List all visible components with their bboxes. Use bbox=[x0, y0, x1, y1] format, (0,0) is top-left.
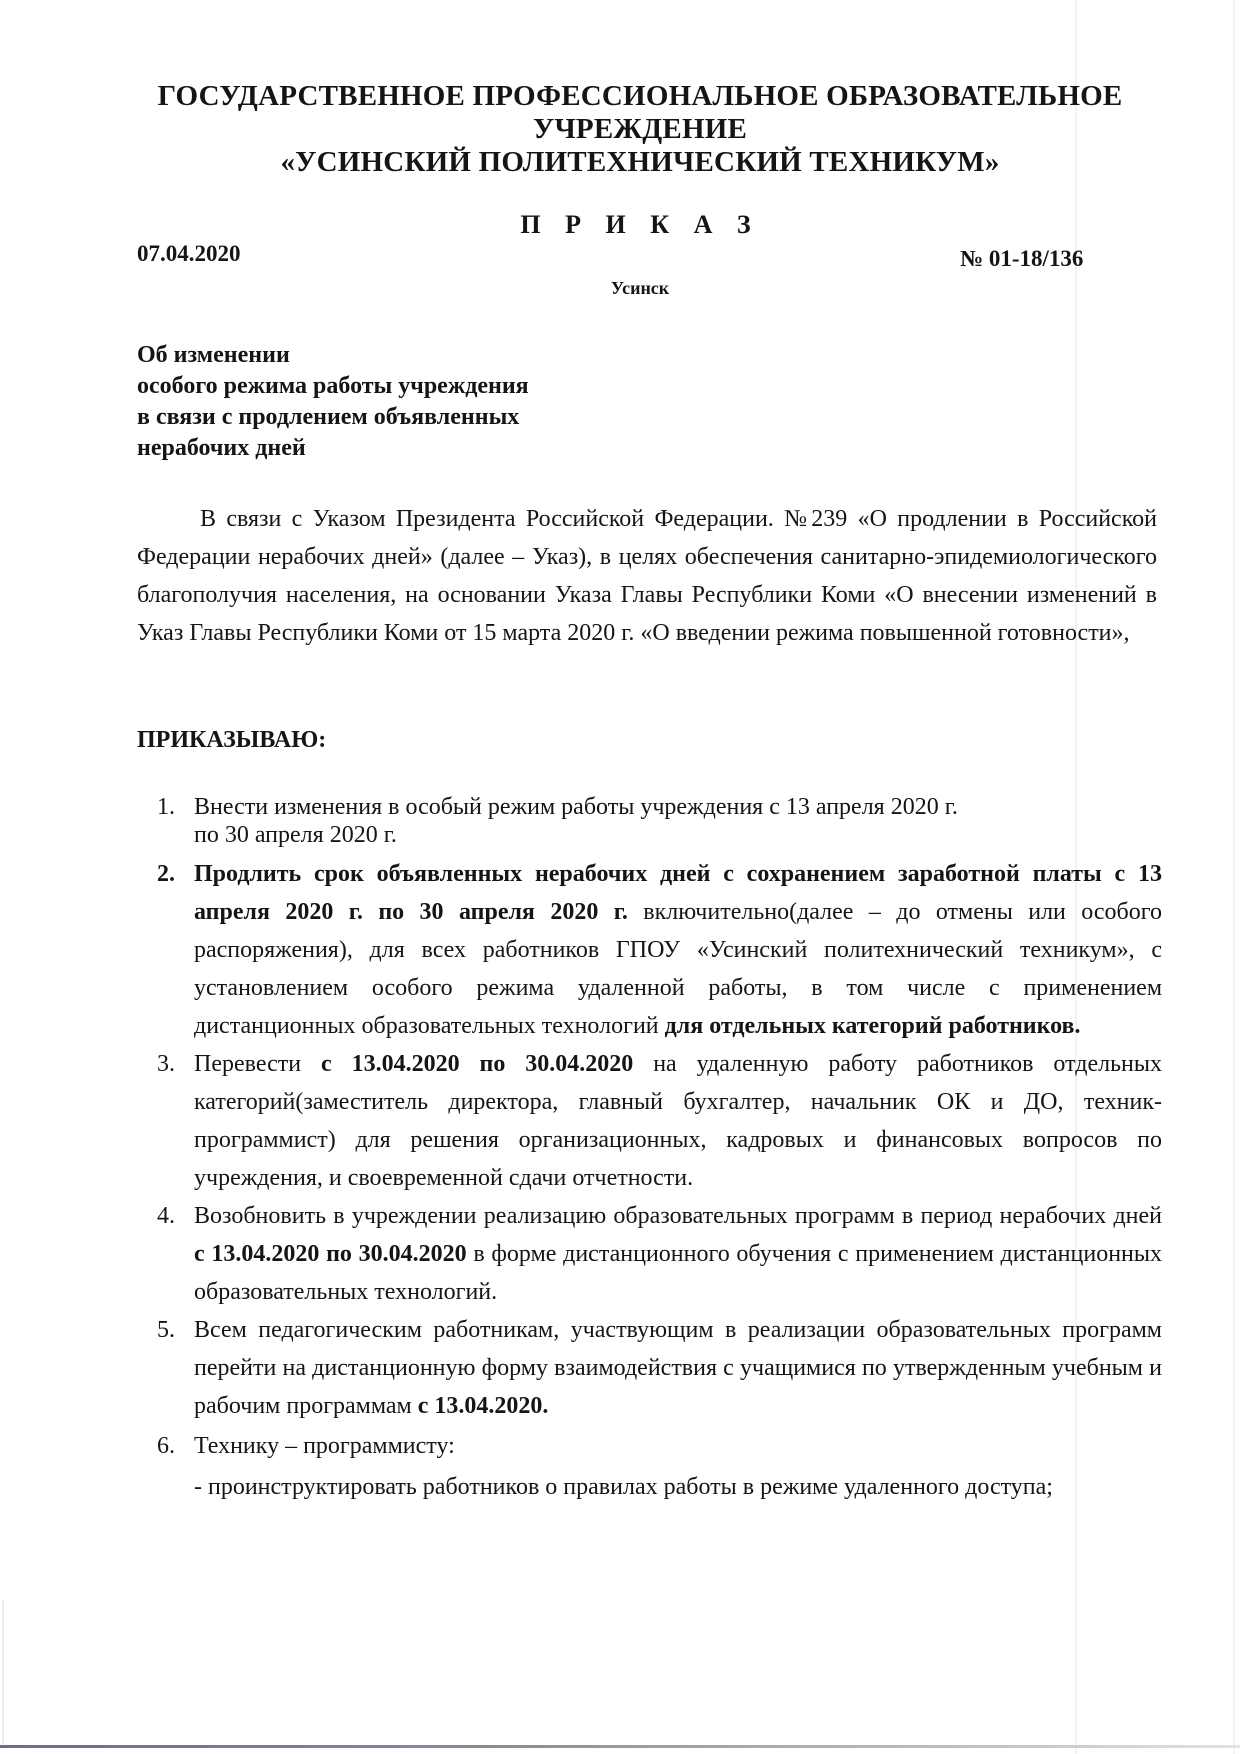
order-item-6-subpoint: - проинструктировать работников о правилах работы в режиме удаленного доступа; bbox=[194, 1474, 1053, 1500]
item-number: 5. bbox=[157, 1317, 175, 1343]
scan-right-edge bbox=[1233, 0, 1235, 1754]
item-text: Внести изменения в особый режим работы учреждения с 13 апреля 2020 г. bbox=[194, 794, 958, 820]
item-text: Возобновить в учреждении реализацию образовательных программ в период нерабочих дней bbox=[194, 1203, 1162, 1229]
item-text: в форме дистанционного обучения с применением дистанционных образовательных технологий. bbox=[194, 1241, 1162, 1305]
subject-line: особого режима работы учреждения bbox=[137, 373, 529, 399]
item-number: 2. bbox=[157, 861, 175, 887]
item-number: 6. bbox=[157, 1433, 175, 1459]
order-item-1 bbox=[137, 793, 1162, 849]
order-item-6 bbox=[137, 1427, 1162, 1465]
order-number: № 01-18/136 bbox=[960, 246, 1084, 271]
item-text-bold: с 13.04.2020. bbox=[417, 1393, 549, 1419]
item-text-bold: для отдельных категорий работников. bbox=[664, 1013, 1081, 1039]
item-number: 3. bbox=[157, 1051, 175, 1077]
order-item-3 bbox=[137, 1045, 1162, 1197]
order-city: Усинск bbox=[610, 278, 670, 298]
order-item-5 bbox=[137, 1311, 1162, 1425]
org-line-2: УЧРЕЖДЕНИЕ bbox=[532, 113, 748, 145]
item-number: 1. bbox=[157, 794, 175, 820]
preamble bbox=[137, 500, 1157, 652]
document-type-title: П Р И К А З bbox=[520, 210, 760, 239]
command-heading: ПРИКАЗЫВАЮ: bbox=[137, 727, 327, 753]
item-number: 4. bbox=[157, 1203, 175, 1229]
order-subject bbox=[137, 340, 529, 464]
order-item-4 bbox=[137, 1197, 1162, 1311]
item-text-bold: с 13.04.2020 по 30.04.2020 bbox=[321, 1051, 634, 1077]
item-text: Всем педагогическим работникам, участвующим в реализации образовательных программ перейти на дистанционную форму взаимодействия с учащимися по утвержденным учебным и рабочим программам bbox=[194, 1317, 1162, 1419]
scan-left-edge bbox=[2, 1600, 4, 1745]
org-line-3: «УСИНСКИЙ ПОЛИТЕХНИЧЕСКИЙ ТЕХНИКУМ» bbox=[280, 146, 1000, 178]
order-date: 07.04.2020 bbox=[137, 241, 241, 266]
item-text: Технику – программисту: bbox=[194, 1433, 455, 1459]
org-line-1: ГОСУДАРСТВЕННОЕ ПРОФЕССИОНАЛЬНОЕ ОБРАЗОВАТЕЛЬНОЕ bbox=[157, 80, 1123, 112]
subject-line: нерабочих дней bbox=[137, 435, 306, 461]
organization-name bbox=[140, 80, 1140, 179]
order-items-list bbox=[137, 793, 1162, 1505]
item-text-bold: с 13.04.2020 по 30.04.2020 bbox=[194, 1241, 467, 1267]
preamble-text: В связи с Указом Президента Российской Федерации. №239 «О продлении в Российской Федерации нерабочих дней» (далее – Указ), в целях обеспечения санитарно-эпидемиологического благополучия населения, на основании Указа Главы Республики Коми «О внесении изменений в Указ Главы Республики Коми от 15 марта 2020 г. «О введении режима повышенной готовности», bbox=[137, 506, 1157, 646]
scan-bottom-edge bbox=[0, 1745, 1240, 1748]
subject-line: Об изменении bbox=[137, 342, 290, 368]
item-text: на удаленную работу работников отдельных категорий(заместитель директора, главный бухгалтер, начальник ОК и ДО, техник-программист) для решения организационных, кадровых и финансовых вопросов по учреждения, и своевременной сдачи отчетности. bbox=[194, 1051, 1163, 1191]
item-text: по 30 апреля 2020 г. bbox=[194, 822, 397, 848]
item-text-bold: Продлить срок объявленных нерабочих дней с сохранением заработной платы с 13 апреля 2020 г. по 30 апреля 2020 г. bbox=[194, 861, 1162, 925]
item-text: Перевести bbox=[194, 1051, 321, 1077]
order-item-2 bbox=[137, 855, 1162, 1045]
subject-line: в связи с продлением объявленных bbox=[137, 404, 520, 430]
item-text: включительно(далее – до отмены или особого распоряжения), для всех работников ГПОУ «Усинский политехнический техникум», с установлением особого режима удаленной работы, в том числе с применением дистанционных образовательных технологий bbox=[194, 899, 1162, 1039]
